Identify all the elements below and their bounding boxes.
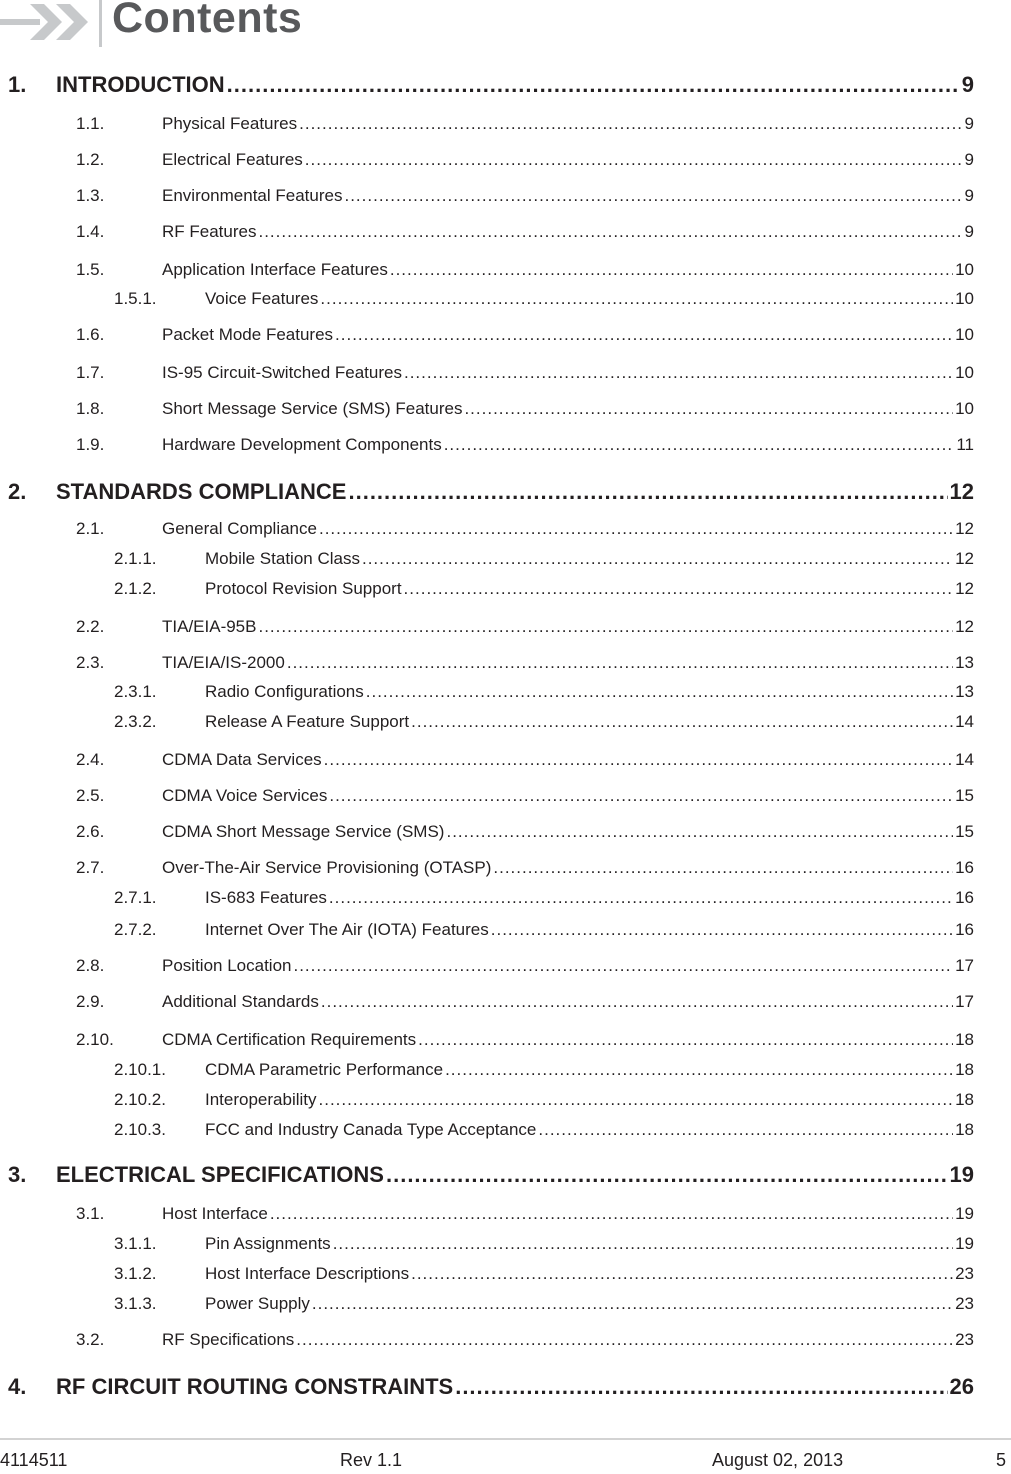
toc-entry-number: 2.10.1. [114,1060,166,1079]
toc-entry[interactable] [114,682,974,702]
toc-entry-page: 12 [949,479,974,504]
toc-entry[interactable] [76,1030,974,1050]
toc-entry-title: Protocol Revision Support [205,579,402,598]
toc-entry[interactable] [114,1090,974,1110]
toc-entry[interactable] [114,289,974,309]
toc-entry[interactable] [76,399,974,419]
toc-entry[interactable] [76,653,974,673]
toc-entry[interactable] [76,150,974,170]
toc-entry-number: 1.4. [76,222,105,241]
toc-entry[interactable] [76,222,974,242]
toc-entry-title: CDMA Data Services [162,750,322,769]
toc-leader-dots [455,1374,947,1400]
toc-leader-dots [411,1264,953,1284]
toc-leader-dots [296,1330,953,1350]
toc-leader-dots [320,289,953,309]
toc-leader-dots [386,1162,948,1188]
toc-entry-number: 1.7. [76,363,105,382]
toc-entry-number: 2.3. [76,653,105,672]
toc-entry-page: 12 [955,519,974,538]
toc-leader-dots [258,617,953,637]
toc-entry-number: 2.7. [76,858,105,877]
toc-entry-title: RF CIRCUIT ROUTING CONSTRAINTS [56,1374,454,1399]
toc-entry[interactable] [114,579,974,599]
toc-entry-number: 2.6. [76,822,105,841]
toc-entry[interactable] [76,186,974,206]
toc-entry-page: 17 [955,992,974,1011]
toc-entry-title: Host Interface [162,1204,268,1223]
toc-entry-number: 1. [8,72,27,97]
toc-entry[interactable] [114,920,974,940]
toc-entry-number: 2.1. [76,519,105,538]
toc-entry-title: FCC and Industry Canada Type Acceptance [205,1120,537,1139]
footer-revision: Rev 1.1 [340,1450,403,1470]
toc-entry-title: Release A Feature Support [205,712,410,731]
toc-entry-title: Pin Assignments [205,1234,331,1253]
toc-leader-dots [293,956,953,976]
toc-entry-page: 16 [955,888,974,907]
toc-entry-title: Interoperability [205,1090,317,1109]
toc-entry-page: 9 [961,72,974,97]
toc-entry-page: 10 [955,260,974,279]
toc-entry[interactable] [8,1162,974,1188]
toc-leader-dots [270,1204,953,1224]
toc-entry-title: Voice Features [205,289,319,308]
toc-entry-title: Physical Features [162,114,298,133]
toc-leader-dots [335,325,953,345]
toc-entry-page: 18 [955,1060,974,1079]
toc-entry[interactable] [76,617,974,637]
toc-entry-number: 3.1.2. [114,1264,157,1283]
toc-entry-title: ELECTRICAL SPECIFICATIONS [56,1162,384,1187]
toc-entry[interactable] [76,435,974,455]
toc-entry[interactable] [114,712,974,732]
toc-entry[interactable] [76,956,974,976]
toc-entry-title: CDMA Voice Services [162,786,328,805]
toc-entry[interactable] [76,822,974,842]
toc-entry-number: 2.3.2. [114,712,157,731]
toc-entry-page: 12 [955,549,974,568]
toc-entry-title: RF Features [162,222,257,241]
toc-entry-title: STANDARDS COMPLIANCE [56,479,347,504]
toc-leader-dots [333,1234,953,1254]
toc-entry-number: 1.8. [76,399,105,418]
toc-entry-page: 14 [955,750,974,769]
toc-leader-dots [329,888,953,908]
toc-entry[interactable] [114,1264,974,1284]
toc-entry-title: INTRODUCTION [56,72,225,97]
page-title: Contents [112,0,303,42]
toc-leader-dots [538,1120,953,1140]
toc-entry-title: Internet Over The Air (IOTA) Features [205,920,489,939]
footer-date: August 02, 2013 [712,1450,844,1470]
toc-entry[interactable] [76,114,974,134]
toc-entry-page: 23 [955,1294,974,1313]
toc-entry[interactable] [8,72,974,98]
toc-leader-dots [299,114,962,134]
toc-leader-dots [227,72,960,98]
toc-entry-page: 23 [955,1264,974,1283]
toc-leader-dots [312,1294,953,1314]
toc-entry-page: 18 [955,1120,974,1139]
toc-entry-title: Hardware Development Components [162,435,442,454]
toc-entry-title: CDMA Parametric Performance [205,1060,444,1079]
toc-entry-title: Short Message Service (SMS) Features [162,399,463,418]
toc-entry[interactable] [76,363,974,383]
toc-entry-page: 13 [955,682,974,701]
toc-entry-title: Power Supply [205,1294,310,1313]
toc-entry-page: 18 [955,1090,974,1109]
toc-entry-page: 11 [956,435,974,454]
toc-entry-number: 3.1. [76,1204,105,1223]
toc-leader-dots [411,712,953,732]
toc-entry-page: 10 [955,399,974,418]
toc-entry-page: 10 [955,325,974,344]
toc-leader-dots [491,920,953,940]
toc-entry-number: 2.5. [76,786,105,805]
toc-leader-dots [418,1030,953,1050]
toc-entry-title: General Compliance [162,519,317,538]
double-chevron-right-icon [0,2,92,42]
toc-entry[interactable] [114,1294,974,1314]
toc-entry-title: Mobile Station Class [205,549,360,568]
toc-entry-number: 3.2. [76,1330,105,1349]
toc-entry-title: CDMA Short Message Service (SMS) [162,822,445,841]
toc-entry-title: Host Interface Descriptions [205,1264,410,1283]
toc-entry-number: 2. [8,479,27,504]
toc-entry-page: 23 [955,1330,974,1349]
toc-entry-number: 2.4. [76,750,105,769]
toc-entry-title: Position Location [162,956,292,975]
toc-entry-number: 2.7.2. [114,920,157,939]
toc-entry[interactable] [76,1330,974,1350]
toc-entry-page: 12 [955,579,974,598]
toc-leader-dots [258,222,962,242]
toc-entry[interactable] [76,325,974,345]
toc-entry-page: 13 [955,653,974,672]
toc-entry-number: 2.8. [76,956,105,975]
toc-entry[interactable] [114,1234,974,1254]
toc-entry[interactable] [76,786,974,806]
toc-entry-number: 1.9. [76,435,105,454]
toc-entry-page: 19 [949,1162,974,1187]
toc-entry[interactable] [76,260,974,280]
toc-entry-number: 1.5.1. [114,289,157,308]
toc-entry-page: 26 [949,1374,974,1399]
toc-leader-dots [404,363,953,383]
toc-entry-page: 12 [955,617,974,636]
toc-entry[interactable] [114,549,974,569]
toc-entry-number: 3.1.1. [114,1234,157,1253]
toc-entry-title: CDMA Certification Requirements [162,1030,417,1049]
toc-entry-number: 1.3. [76,186,105,205]
toc-entry-page: 17 [955,956,974,975]
toc-entry-number: 2.3.1. [114,682,157,701]
toc-entry-number: 4. [8,1374,27,1399]
toc-entry-page: 16 [955,858,974,877]
toc-entry-title: Environmental Features [162,186,343,205]
toc-entry-title: Over-The-Air Service Provisioning (OTASP) [162,858,492,877]
toc-entry-title: IS-95 Circuit-Switched Features [162,363,402,382]
toc-leader-dots [324,750,953,770]
toc-entry-number: 1.5. [76,260,105,279]
toc-entry-number: 1.1. [76,114,105,133]
toc-entry-title: TIA/EIA/IS-2000 [162,653,285,672]
footer-page-number: 5 [996,1450,1007,1470]
footer-divider [0,1438,1011,1440]
toc-leader-dots [348,479,947,505]
toc-entry[interactable] [114,1060,974,1080]
toc-entry-page: 10 [955,289,974,308]
toc-entry-page: 9 [964,222,974,241]
toc-entry-page: 15 [955,786,974,805]
toc-entry-title: Application Interface Features [162,260,388,279]
toc-entry-page: 19 [955,1204,974,1223]
toc-entry-title: RF Specifications [162,1330,295,1349]
toc-leader-dots [305,150,963,170]
toc-leader-dots [445,1060,953,1080]
toc-leader-dots [464,399,953,419]
toc-entry-page: 18 [955,1030,974,1049]
toc-leader-dots [493,858,953,878]
toc-entry-number: 2.10.2. [114,1090,166,1109]
toc-entry[interactable] [8,1374,974,1400]
toc-entry[interactable] [8,479,974,505]
toc-leader-dots [321,992,953,1012]
toc-entry[interactable] [76,992,974,1012]
toc-leader-dots [344,186,962,206]
toc-entry-page: 9 [964,114,974,133]
toc-entry-page: 14 [955,712,974,731]
toc-entry[interactable] [76,1204,974,1224]
toc-entry-number: 3.1.3. [114,1294,157,1313]
toc-entry-page: 9 [964,186,974,205]
toc-entry[interactable] [76,858,974,878]
toc-entry[interactable] [114,1120,974,1140]
footer-doc-number: 4114511 [0,1450,68,1470]
toc-entry-number: 1.6. [76,325,105,344]
toc-entry-number: 1.2. [76,150,105,169]
toc-leader-dots [444,435,955,455]
toc-leader-dots [287,653,953,673]
toc-entry-title: Radio Configurations [205,682,364,701]
toc-entry-number: 2.7.1. [114,888,157,907]
toc-entry-number: 2.2. [76,617,105,636]
toc-entry-page: 10 [955,363,974,382]
toc-leader-dots [366,682,953,702]
toc-entry-number: 2.1.2. [114,579,157,598]
toc-entry-title: IS-683 Features [205,888,327,907]
toc-leader-dots [319,1090,954,1110]
toc-entry-number: 2.10.3. [114,1120,166,1139]
toc-leader-dots [329,786,953,806]
toc-entry-page: 9 [964,150,974,169]
toc-entry-page: 15 [955,822,974,841]
toc-entry-title: Packet Mode Features [162,325,334,344]
toc-entry-page: 16 [955,920,974,939]
toc-entry-number: 3. [8,1162,27,1187]
toc-leader-dots [319,519,953,539]
toc-entry[interactable] [114,888,974,908]
header-divider [99,0,102,47]
page-header [0,0,1011,50]
toc-leader-dots [404,579,954,599]
toc-entry-page: 19 [955,1234,974,1253]
toc-entry-number: 2.9. [76,992,105,1011]
toc-entry-title: Additional Standards [162,992,319,1011]
toc-leader-dots [390,260,953,280]
toc-entry-number: 2.10. [76,1030,114,1049]
toc-entry-title: TIA/EIA-95B [162,617,257,636]
toc-entry-number: 2.1.1. [114,549,157,568]
toc-leader-dots [446,822,953,842]
toc-entry[interactable] [76,519,974,539]
toc-leader-dots [362,549,953,569]
toc-entry[interactable] [76,750,974,770]
toc-entry-title: Electrical Features [162,150,303,169]
